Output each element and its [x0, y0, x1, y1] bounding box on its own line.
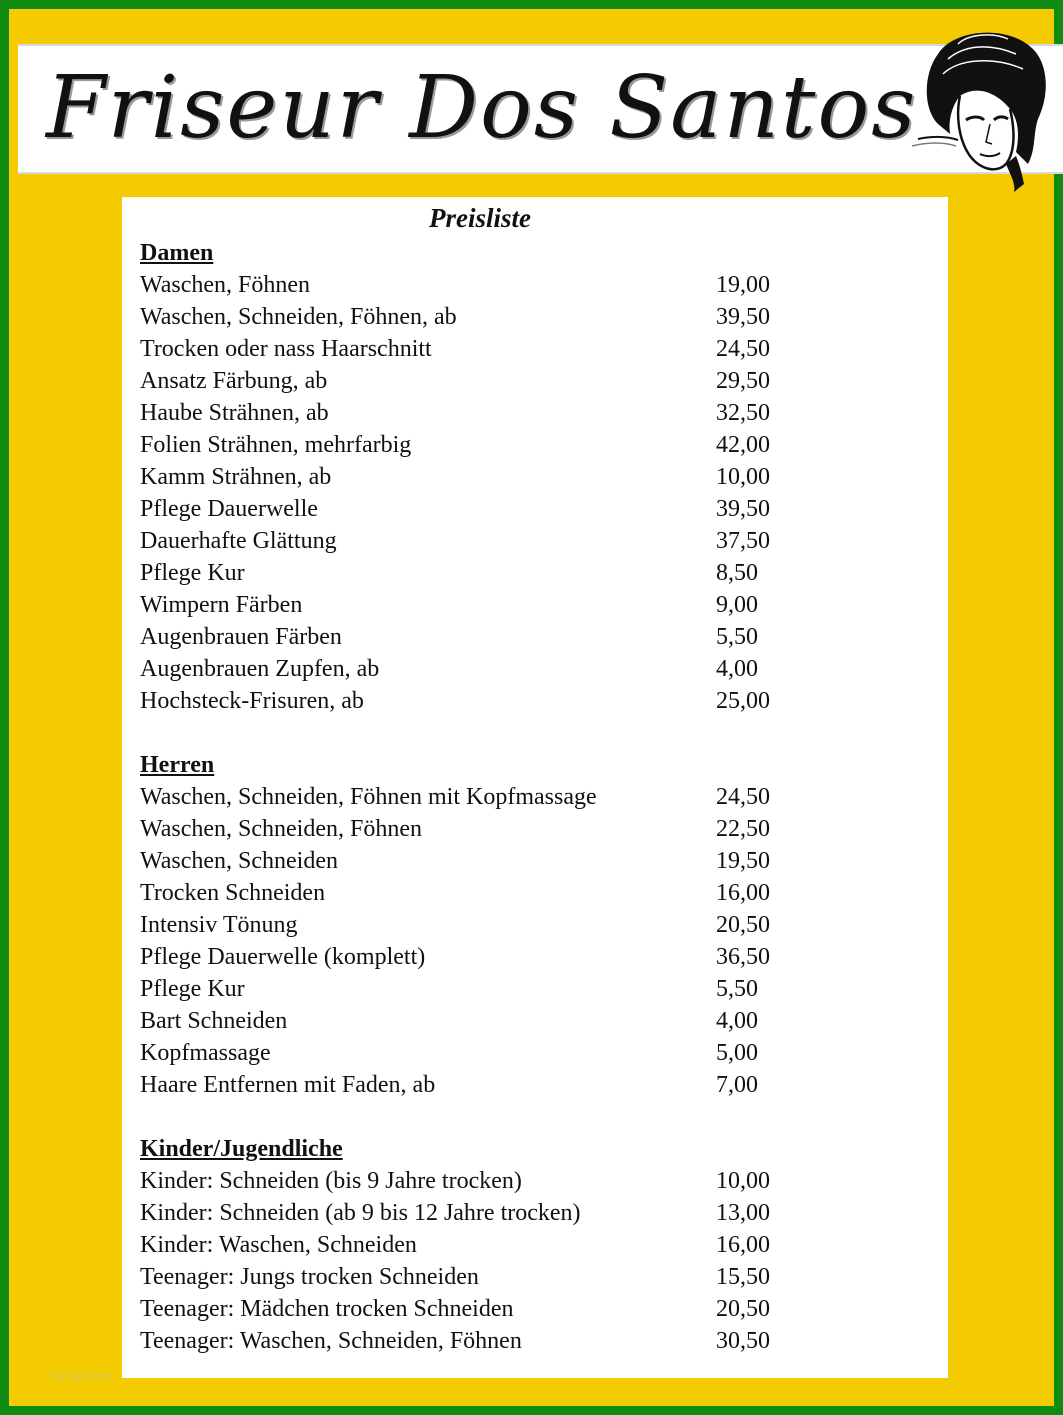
- list-item: [140, 269, 920, 301]
- item-label: Augenbrauen Färben: [140, 624, 342, 650]
- list-item: [140, 1165, 920, 1197]
- item-label: Waschen, Schneiden, Föhnen, ab: [140, 304, 457, 330]
- list-item: [140, 461, 920, 493]
- item-label: Waschen, Schneiden, Föhnen mit Kopfmassage: [140, 784, 597, 810]
- list-item: [140, 365, 920, 397]
- item-label: Ansatz Färbung, ab: [140, 368, 328, 394]
- item-price: 4,00: [716, 1008, 758, 1034]
- item-label: Waschen, Föhnen: [140, 272, 311, 298]
- list-item: [140, 877, 920, 909]
- item-price: 22,50: [716, 816, 770, 842]
- list-item: [140, 1261, 920, 1293]
- item-price: 20,50: [716, 912, 770, 938]
- item-price: 36,50: [716, 944, 770, 970]
- list-item: [140, 781, 920, 813]
- item-price: 37,50: [716, 528, 770, 554]
- item-price: 5,00: [716, 1040, 758, 1066]
- list-item: [140, 1005, 920, 1037]
- item-price: 25,00: [716, 688, 770, 714]
- item-price: 13,00: [716, 1200, 770, 1226]
- list-item: [140, 525, 920, 557]
- item-price: 15,50: [716, 1264, 770, 1290]
- item-label: Haare Entfernen mit Faden, ab: [140, 1072, 436, 1098]
- item-price: 9,00: [716, 592, 758, 618]
- section-heading-damen: Damen: [140, 240, 214, 266]
- price-sheet: [122, 197, 948, 1378]
- item-label: Haube Strähnen, ab: [140, 400, 329, 426]
- item-price: 10,00: [716, 1168, 770, 1194]
- list-item: [140, 1197, 920, 1229]
- list-item: [140, 1293, 920, 1325]
- item-price: 5,50: [716, 976, 758, 1002]
- list-item: [140, 429, 920, 461]
- item-price: 8,50: [716, 560, 758, 586]
- item-price: 7,00: [716, 1072, 758, 1098]
- list-item: [140, 909, 920, 941]
- header-banner: [18, 44, 1063, 174]
- item-label: Kinder: Waschen, Schneiden: [140, 1232, 417, 1258]
- item-label: Teenager: Jungs trocken Schneiden: [140, 1264, 479, 1290]
- item-label: Kamm Strähnen, ab: [140, 464, 332, 490]
- list-item: [140, 685, 920, 717]
- list-item: [140, 397, 920, 429]
- list-item: [140, 1037, 920, 1069]
- item-label: Kinder: Schneiden (bis 9 Jahre trocken): [140, 1168, 522, 1194]
- list-item: [140, 941, 920, 973]
- item-label: Kinder: Schneiden (ab 9 bis 12 Jahre trocken): [140, 1200, 581, 1226]
- item-label: Augenbrauen Zupfen, ab: [140, 656, 380, 682]
- item-price: 5,50: [716, 624, 758, 650]
- list-item: [140, 333, 920, 365]
- list-item: [140, 1069, 920, 1101]
- list-item: [140, 621, 920, 653]
- list-item: [140, 1325, 920, 1357]
- list-item: [140, 493, 920, 525]
- item-price: 39,50: [716, 304, 770, 330]
- item-price: 19,50: [716, 848, 770, 874]
- section-heading-kinder: Kinder/Jugendliche: [140, 1136, 343, 1162]
- item-label: Trocken Schneiden: [140, 880, 326, 906]
- item-price: 24,50: [716, 784, 770, 810]
- item-label: Intensiv Tönung: [140, 912, 298, 938]
- item-label: Wimpern Färben: [140, 592, 303, 618]
- list-item: [140, 653, 920, 685]
- item-label: Waschen, Schneiden: [140, 848, 338, 874]
- item-price: 16,00: [716, 880, 770, 906]
- item-label: Trocken oder nass Haarschnitt: [140, 336, 432, 362]
- item-price: 39,50: [716, 496, 770, 522]
- item-label: Waschen, Schneiden, Föhnen: [140, 816, 422, 842]
- item-price: 20,50: [716, 1296, 770, 1322]
- item-label: Hochsteck-Frisuren, ab: [140, 688, 364, 714]
- item-label: Kopfmassage: [140, 1040, 271, 1066]
- list-item: [140, 813, 920, 845]
- woman-portrait-icon: [898, 24, 1058, 194]
- item-price: 16,00: [716, 1232, 770, 1258]
- item-label: Teenager: Mädchen trocken Schneiden: [140, 1296, 514, 1322]
- page-title: Preisliste: [429, 203, 531, 233]
- section-spacer: [140, 1101, 920, 1133]
- item-label: Bart Schneiden: [140, 1008, 288, 1034]
- list-item: [140, 589, 920, 621]
- list-item: [140, 301, 920, 333]
- item-label: Pflege Kur: [140, 976, 245, 1002]
- watermark: Vorlage Ideen: [51, 1371, 113, 1382]
- item-price: 10,00: [716, 464, 770, 490]
- item-price: 32,50: [716, 400, 770, 426]
- list-item: [140, 845, 920, 877]
- section-heading-herren: Herren: [140, 752, 215, 778]
- logo-text: Friseur Dos Santos: [46, 58, 918, 158]
- item-label: Folien Strähnen, mehrfarbig: [140, 432, 412, 458]
- item-label: Pflege Dauerwelle: [140, 496, 318, 522]
- list-item: [140, 557, 920, 589]
- list-item: [140, 973, 920, 1005]
- item-price: 29,50: [716, 368, 770, 394]
- list-item: [140, 1229, 920, 1261]
- item-label: Teenager: Waschen, Schneiden, Föhnen: [140, 1328, 522, 1354]
- item-price: 4,00: [716, 656, 758, 682]
- item-price: 30,50: [716, 1328, 770, 1354]
- price-list: [140, 237, 920, 1357]
- item-price: 24,50: [716, 336, 770, 362]
- item-label: Dauerhafte Glättung: [140, 528, 337, 554]
- item-price: 42,00: [716, 432, 770, 458]
- section-spacer: [140, 717, 920, 749]
- item-price: 19,00: [716, 272, 770, 298]
- item-label: Pflege Kur: [140, 560, 245, 586]
- item-label: Pflege Dauerwelle (komplett): [140, 944, 426, 970]
